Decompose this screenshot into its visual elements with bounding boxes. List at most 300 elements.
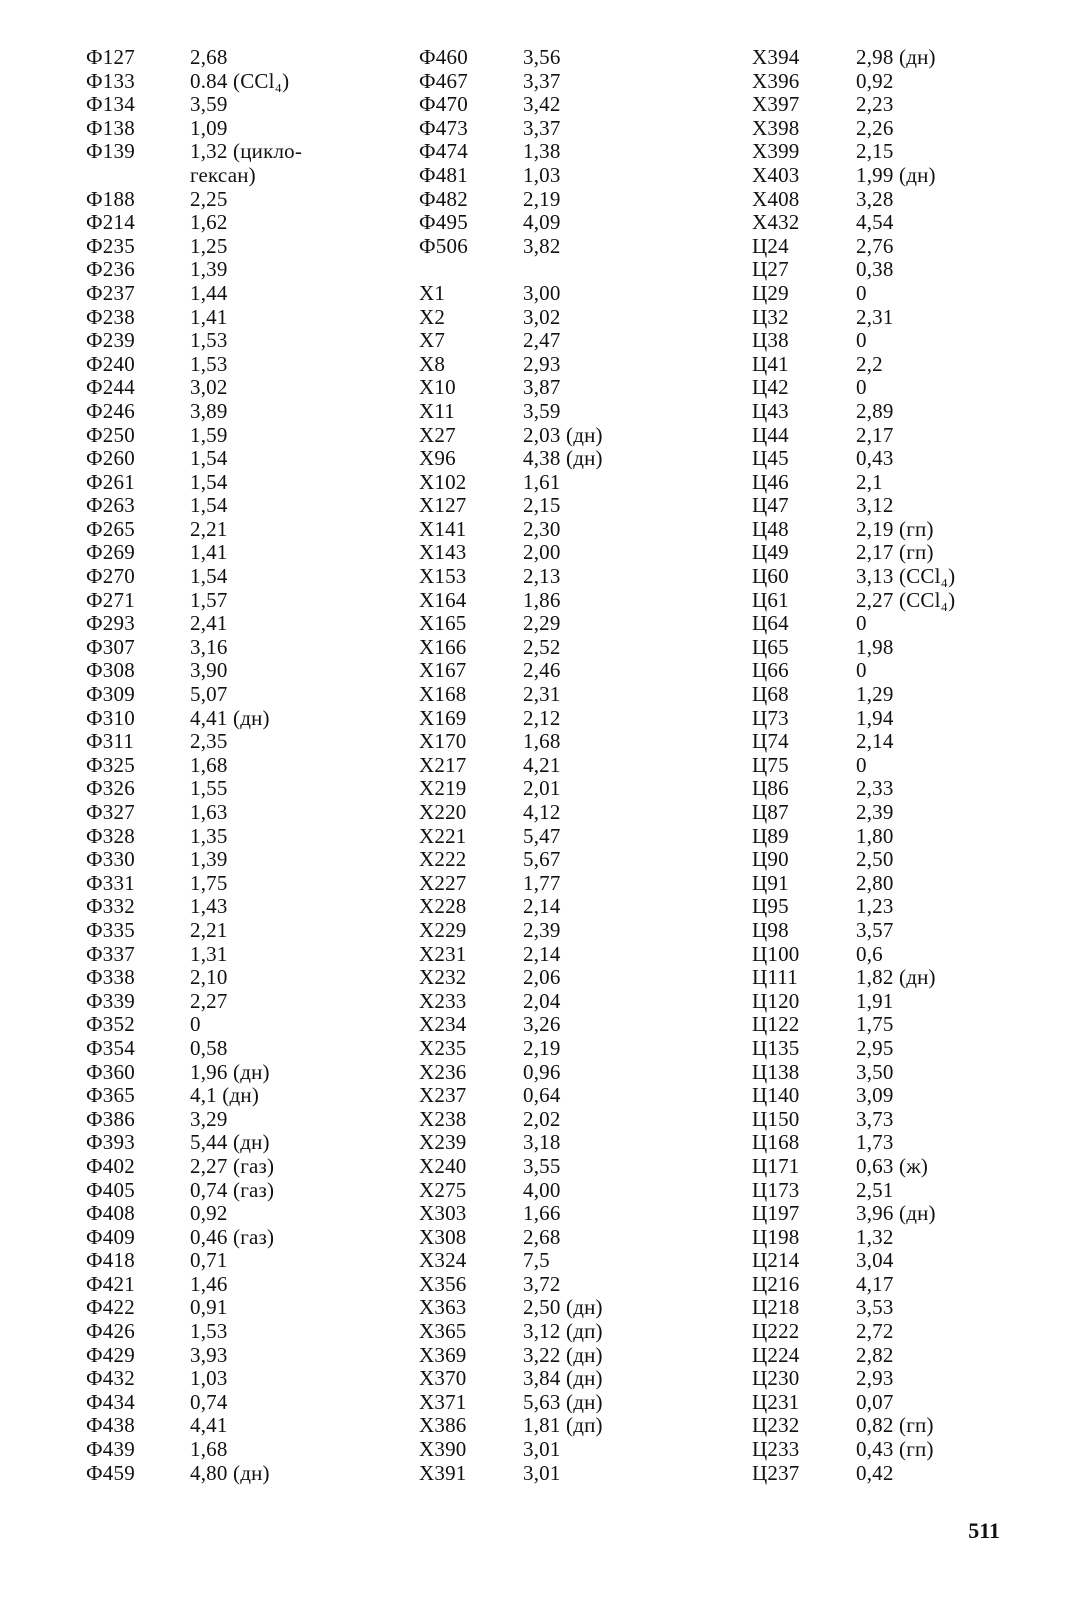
table-row — [752, 329, 955, 353]
table-row — [86, 93, 302, 117]
compound-code: X167 — [419, 658, 467, 683]
compound-code: Ц41 — [752, 351, 789, 376]
compound-code: X229 — [419, 917, 467, 942]
compound-value: 0 — [856, 280, 867, 305]
compound-value: 0 — [856, 752, 867, 777]
compound-value: 3,73 — [856, 1106, 894, 1131]
compound-code: Ф360 — [86, 1059, 135, 1084]
table-row — [86, 589, 302, 613]
table-row — [752, 966, 955, 990]
compound-code: Ф265 — [86, 516, 135, 541]
table-row — [86, 872, 302, 896]
compound-code: Ф470 — [419, 92, 468, 117]
compound-code: X390 — [419, 1437, 467, 1462]
table-row — [419, 919, 603, 943]
compound-value: 3,55 — [523, 1153, 561, 1178]
compound-value: 1,77 — [523, 870, 561, 895]
table-row — [752, 306, 955, 330]
compound-code: Ф310 — [86, 705, 135, 730]
compound-value: 1,09 — [190, 115, 228, 140]
table-row — [419, 1155, 603, 1179]
table-row — [752, 1249, 955, 1273]
compound-value: 2,68 — [190, 45, 228, 69]
table-row — [752, 1438, 955, 1462]
compound-code: Ц66 — [752, 658, 789, 683]
compound-code: Ф339 — [86, 988, 135, 1013]
table-row — [752, 801, 955, 825]
table-row — [419, 1320, 603, 1344]
compound-code: Ф261 — [86, 469, 135, 494]
compound-code: Ц38 — [752, 328, 789, 353]
compound-code: Ц150 — [752, 1106, 800, 1131]
compound-value: 1,75 — [190, 870, 228, 895]
compound-value: 2,1 — [856, 469, 883, 494]
compound-value: 3,16 — [190, 634, 228, 659]
compound-code: Ф365 — [86, 1083, 135, 1108]
compound-code: Ф354 — [86, 1035, 135, 1060]
compound-value: 7,5 — [523, 1248, 550, 1273]
compound-code: Ф330 — [86, 847, 135, 872]
compound-code: X371 — [419, 1389, 467, 1414]
compound-value: 2,82 — [856, 1342, 894, 1367]
table-row — [419, 235, 603, 259]
compound-code: Ф127 — [86, 45, 135, 69]
table-row — [752, 919, 955, 943]
compound-value: 1,66 — [523, 1201, 561, 1226]
compound-code: Ф246 — [86, 398, 135, 423]
compound-value: 1,81 (дп) — [523, 1413, 603, 1438]
compound-code: Ф307 — [86, 634, 135, 659]
compound-value: 3,09 — [856, 1083, 894, 1108]
compound-value: 1,29 — [856, 682, 894, 707]
table-row — [419, 46, 603, 70]
compound-value: 0,96 — [523, 1059, 561, 1084]
table-row — [419, 683, 603, 707]
table-row — [419, 1179, 603, 1203]
table-row — [419, 1202, 603, 1226]
table-row — [86, 612, 302, 636]
compound-code: X234 — [419, 1012, 467, 1037]
compound-code: Ц122 — [752, 1012, 800, 1037]
compound-code: X403 — [752, 162, 800, 187]
table-row — [419, 612, 603, 636]
compound-value: 2,68 — [523, 1224, 561, 1249]
compound-value: 2,04 — [523, 988, 561, 1013]
compound-value: 2,76 — [856, 233, 894, 258]
compound-code: X239 — [419, 1130, 467, 1155]
compound-value: 2,27 — [190, 988, 228, 1013]
compound-value: 2,10 — [190, 965, 228, 990]
table-row — [86, 471, 302, 495]
compound-value: 3,87 — [523, 375, 561, 400]
table-row — [752, 565, 955, 589]
compound-code: Ф263 — [86, 493, 135, 518]
compound-code: Ц65 — [752, 634, 789, 659]
compound-code: X141 — [419, 516, 467, 541]
compound-code: X169 — [419, 705, 467, 730]
table-row — [752, 1108, 955, 1132]
compound-code: Ф138 — [86, 115, 135, 140]
compound-code: X221 — [419, 823, 467, 848]
compound-value: 0 — [856, 658, 867, 683]
table-row — [86, 1296, 302, 1320]
table-row — [419, 1367, 603, 1391]
compound-code: X1 — [419, 280, 446, 305]
compound-value: 3,18 — [523, 1130, 561, 1155]
compound-code: X432 — [752, 210, 800, 235]
compound-value: 3,37 — [523, 115, 561, 140]
compound-code: Ц231 — [752, 1389, 800, 1414]
compound-value: 2,14 — [856, 729, 894, 754]
compound-value: 2,27 (газ) — [190, 1153, 275, 1178]
table-row — [752, 353, 955, 377]
table-row — [752, 1037, 955, 1061]
table-row — [419, 494, 603, 518]
compound-value: 2,50 — [856, 847, 894, 872]
compound-code: Ц29 — [752, 280, 789, 305]
table-row — [752, 164, 955, 188]
table-row — [419, 541, 603, 565]
table-row — [752, 1414, 955, 1438]
compound-code: Ц222 — [752, 1319, 800, 1344]
compound-code: X408 — [752, 186, 800, 211]
compound-code: X102 — [419, 469, 467, 494]
compound-code: X96 — [419, 446, 456, 471]
table-row — [86, 1414, 302, 1438]
compound-value: 0,42 — [856, 1460, 894, 1485]
compound-value: 3,50 — [856, 1059, 894, 1084]
table-row — [86, 1037, 302, 1061]
compound-value: 5,63 (дн) — [523, 1389, 603, 1414]
table-row — [752, 494, 955, 518]
compound-value: 1,54 — [190, 564, 228, 589]
table-row — [752, 1013, 955, 1037]
compound-value: 0,74 — [190, 1389, 228, 1414]
table-row — [419, 966, 603, 990]
compound-code: Ф506 — [419, 233, 468, 258]
table-row — [86, 188, 302, 212]
compound-code: X394 — [752, 45, 800, 69]
compound-code: Ф393 — [86, 1130, 135, 1155]
table-row — [86, 494, 302, 518]
table-row — [752, 659, 955, 683]
compound-code: Ф269 — [86, 540, 135, 565]
compound-code: Ф139 — [86, 139, 135, 164]
compound-code: Ц233 — [752, 1437, 800, 1462]
table-row — [752, 211, 955, 235]
compound-value: 4,38 (дн) — [523, 446, 603, 471]
compound-code: X166 — [419, 634, 467, 659]
compound-value: 0,6 — [856, 941, 883, 966]
table-row — [419, 1462, 603, 1486]
compound-value: 3,12 — [856, 493, 894, 518]
compound-value: 2,46 — [523, 658, 561, 683]
table-row — [752, 589, 955, 613]
compound-code: Ф337 — [86, 941, 135, 966]
compound-code: Ц89 — [752, 823, 789, 848]
table-row — [419, 1013, 603, 1037]
compound-value: 2,23 — [856, 92, 894, 117]
compound-value: 3,29 — [190, 1106, 228, 1131]
compound-code: Ц86 — [752, 776, 789, 801]
compound-code: Ф260 — [86, 446, 135, 471]
compound-code: Ф327 — [86, 800, 135, 824]
compound-value: 1,23 — [856, 894, 894, 919]
table-row — [86, 1155, 302, 1179]
table-row — [86, 1273, 302, 1297]
compound-value: 2,19 — [523, 1035, 561, 1060]
compound-code: Ц64 — [752, 611, 789, 636]
compound-value: 0,43 — [856, 446, 894, 471]
compound-code: X356 — [419, 1271, 467, 1296]
compound-value: 3,13 (CCl₄) — [856, 564, 956, 589]
table-row — [752, 1226, 955, 1250]
compound-code: X168 — [419, 682, 467, 707]
compound-value: 3,02 — [190, 375, 228, 400]
compound-code: Ф438 — [86, 1413, 135, 1438]
compound-value: 1,82 (дн) — [856, 965, 936, 990]
table-row — [86, 565, 302, 589]
compound-code: Ф214 — [86, 210, 135, 235]
table-row — [752, 70, 955, 94]
compound-code: Ф239 — [86, 328, 135, 353]
compound-value: 2,39 — [856, 800, 894, 824]
compound-code: Ц73 — [752, 705, 789, 730]
table-row — [752, 518, 955, 542]
compound-value: 1,98 — [856, 634, 894, 659]
compound-code: X303 — [419, 1201, 467, 1226]
compound-code: Ф482 — [419, 186, 468, 211]
compound-code: X235 — [419, 1035, 467, 1060]
table-row — [86, 46, 302, 70]
compound-code: Ф293 — [86, 611, 135, 636]
compound-value: 1,31 — [190, 941, 228, 966]
compound-value: 1,53 — [190, 328, 228, 353]
table-row — [752, 1273, 955, 1297]
compound-value: 2,25 — [190, 186, 228, 211]
compound-code: X399 — [752, 139, 800, 164]
compound-value: 2,35 — [190, 729, 228, 754]
compound-code: X231 — [419, 941, 467, 966]
compound-value: 2,02 — [523, 1106, 561, 1131]
table-row — [752, 117, 955, 141]
table-row — [86, 235, 302, 259]
compound-value: 0 — [190, 1012, 201, 1037]
table-row — [419, 400, 603, 424]
compound-value: 2,14 — [523, 894, 561, 919]
table-row — [419, 258, 603, 282]
compound-code: Ф481 — [419, 162, 468, 187]
compound-value: 0,58 — [190, 1035, 228, 1060]
compound-code: X324 — [419, 1248, 467, 1273]
table-row — [86, 211, 302, 235]
compound-code: Ц49 — [752, 540, 789, 565]
compound-code: Ф402 — [86, 1153, 135, 1178]
compound-value: 3,02 — [523, 304, 561, 329]
compound-value: 2,30 — [523, 516, 561, 541]
compound-code: Ф238 — [86, 304, 135, 329]
table-row — [86, 966, 302, 990]
compound-value: 1,32 — [856, 1224, 894, 1249]
compound-value: 4,12 — [523, 800, 561, 824]
table-row — [752, 376, 955, 400]
compound-value: 2,52 — [523, 634, 561, 659]
compound-code: Ц214 — [752, 1248, 800, 1273]
compound-value: 1,59 — [190, 422, 228, 447]
table-row — [86, 258, 302, 282]
table-row — [86, 1084, 302, 1108]
compound-value: 3,42 — [523, 92, 561, 117]
table-row — [419, 471, 603, 495]
compound-code: Ц140 — [752, 1083, 800, 1108]
compound-code: X365 — [419, 1319, 467, 1344]
compound-code: Ф235 — [86, 233, 135, 258]
compound-value: 2,21 — [190, 917, 228, 942]
compound-code: Ф426 — [86, 1319, 135, 1344]
table-row — [86, 1061, 302, 1085]
compound-value: 1,39 — [190, 847, 228, 872]
compound-value: 1,54 — [190, 446, 228, 471]
table-row — [86, 164, 302, 188]
compound-code: Ф332 — [86, 894, 135, 919]
table-row — [86, 919, 302, 943]
table-row — [419, 1344, 603, 1368]
table-row — [752, 943, 955, 967]
compound-code: Ц46 — [752, 469, 789, 494]
compound-code: Ц224 — [752, 1342, 800, 1367]
table-row — [86, 329, 302, 353]
compound-value: 1,44 — [190, 280, 228, 305]
table-row — [752, 990, 955, 1014]
compound-code: Ф311 — [86, 729, 135, 754]
compound-value: 1,73 — [856, 1130, 894, 1155]
compound-value: 4,00 — [523, 1177, 561, 1202]
table-row — [419, 282, 603, 306]
table-row — [419, 1438, 603, 1462]
compound-value: 0,38 — [856, 257, 894, 282]
compound-value: 1,63 — [190, 800, 228, 824]
compound-code: Ф474 — [419, 139, 468, 164]
compound-code: Ц61 — [752, 587, 789, 612]
compound-value: 3,59 — [190, 92, 228, 117]
compound-code: Ц111 — [752, 965, 798, 990]
table-row — [752, 1320, 955, 1344]
compound-value: 3,56 — [523, 45, 561, 69]
compound-value: 1,68 — [190, 752, 228, 777]
compound-code: Ф352 — [86, 1012, 135, 1037]
compound-value: 0 — [856, 611, 867, 636]
table-row — [419, 376, 603, 400]
compound-code: Ц74 — [752, 729, 789, 754]
compound-code: X232 — [419, 965, 467, 990]
compound-code: X227 — [419, 870, 467, 895]
compound-code: X391 — [419, 1460, 467, 1485]
compound-value: 3,01 — [523, 1437, 561, 1462]
compound-value: 4,21 — [523, 752, 561, 777]
table-column-1 — [86, 46, 302, 1485]
compound-code: Ц47 — [752, 493, 789, 518]
table-row — [752, 825, 955, 849]
table-row — [86, 1391, 302, 1415]
compound-value: 3,26 — [523, 1012, 561, 1037]
table-row — [419, 306, 603, 330]
table-row — [752, 612, 955, 636]
compound-value: 0,92 — [856, 68, 894, 93]
compound-value: 0,63 (ж) — [856, 1153, 929, 1178]
compound-code: Ф422 — [86, 1295, 135, 1320]
compound-code: Ф473 — [419, 115, 468, 140]
table-row — [419, 353, 603, 377]
compound-value: 2,17 (гп) — [856, 540, 934, 565]
table-column-2 — [419, 46, 603, 1485]
compound-code: Ц100 — [752, 941, 800, 966]
compound-value: 3,57 — [856, 917, 894, 942]
compound-value: 2,98 (дн) — [856, 45, 936, 69]
compound-value: 3,12 (дп) — [523, 1319, 603, 1344]
compound-code: Ф421 — [86, 1271, 135, 1296]
compound-value: 2,27 (CCl₄) — [856, 587, 956, 612]
compound-code: X398 — [752, 115, 800, 140]
compound-value: 1,91 — [856, 988, 894, 1013]
table-row — [86, 353, 302, 377]
table-row — [419, 1273, 603, 1297]
table-row — [752, 895, 955, 919]
compound-code: Ц48 — [752, 516, 789, 541]
compound-value: 2,95 — [856, 1035, 894, 1060]
compound-code: Ц197 — [752, 1201, 800, 1226]
compound-code: X143 — [419, 540, 467, 565]
compound-code: X153 — [419, 564, 467, 589]
table-row — [752, 777, 955, 801]
table-row — [86, 825, 302, 849]
compound-code: Ц91 — [752, 870, 789, 895]
compound-code: Ц237 — [752, 1460, 800, 1485]
table-row — [419, 943, 603, 967]
table-row — [86, 943, 302, 967]
table-row — [86, 1179, 302, 1203]
table-row — [86, 447, 302, 471]
compound-value: 1,57 — [190, 587, 228, 612]
table-row — [86, 376, 302, 400]
compound-value: 3,00 — [523, 280, 561, 305]
compound-value: 4,54 — [856, 210, 894, 235]
compound-code: Ц216 — [752, 1271, 800, 1296]
compound-code — [419, 258, 523, 282]
compound-code: Ц95 — [752, 894, 789, 919]
compound-value: 1,62 — [190, 210, 228, 235]
compound-code: Ф250 — [86, 422, 135, 447]
table-row — [86, 1344, 302, 1368]
table-row — [86, 659, 302, 683]
table-row — [419, 117, 603, 141]
compound-value: 2,50 (дн) — [523, 1295, 603, 1320]
compound-value: 4,41 (дн) — [190, 705, 270, 730]
table-row — [752, 730, 955, 754]
table-row — [419, 1414, 603, 1438]
compound-value: 1,54 — [190, 493, 228, 518]
compound-code: Ц32 — [752, 304, 789, 329]
table-row — [86, 801, 302, 825]
table-row — [419, 1226, 603, 1250]
compound-value: 2,17 — [856, 422, 894, 447]
table-column-3 — [752, 46, 955, 1485]
compound-value: 2,93 — [523, 351, 561, 376]
compound-code: Ц168 — [752, 1130, 800, 1155]
compound-code: Ц135 — [752, 1035, 800, 1060]
table-row — [86, 424, 302, 448]
table-row — [86, 990, 302, 1014]
compound-value: 2,19 — [523, 186, 561, 211]
